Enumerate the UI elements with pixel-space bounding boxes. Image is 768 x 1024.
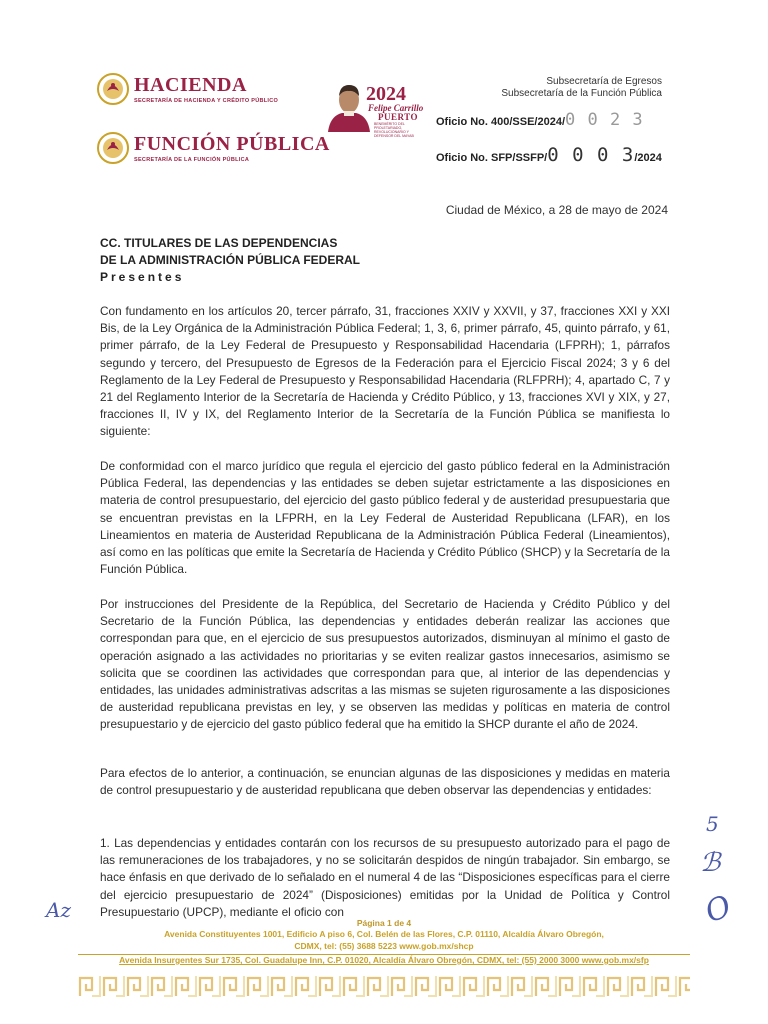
- oficio-number-sfp-suffix: /2024: [634, 152, 662, 164]
- funcion-publica-subtitle: SECRETARÍA DE LA FUNCIÓN PÚBLICA: [134, 156, 250, 163]
- oficio-number-shcp-handwritten: 0 0 2 3: [565, 110, 644, 130]
- year-2024-puerto: PUERTO: [378, 112, 419, 122]
- oficio-number-shcp-prefix: Oficio No. 400/SSE/2024/: [436, 116, 566, 128]
- oficio-number-sfp-handwritten: 0 0 0 3: [547, 144, 635, 166]
- body-paragraph-2: De conformidad con el marco jurídico que regula el ejercicio del gasto público federal en la Administración Pública Federal, las dependencias y las entidades se deben sujetar estrictamente a las disposiciones en materia de control presupuestario, del ejercicio del gasto público federal y de austeridad presupuestaria que se encuentran previstas en la LFPRH, en la Ley Federal de Austeridad Republicana (LFAR), en los Lineamientos en materia de Austeridad Republicana de la Administración Pública Federal (Lineamientos), así como en las políticas que emite la Secretaría de Hacienda y Crédito Público (SHCP) y la Secretaría de la Función Pública.: [100, 459, 670, 577]
- margin-initials: Az: [46, 898, 71, 922]
- oficio-number-shcp: [436, 110, 644, 130]
- oficio-number-sfp-prefix: Oficio No. SFP/SSFP/: [436, 152, 548, 164]
- addressee-presentes: Presentes: [100, 270, 185, 284]
- decorative-greca-band: [78, 972, 690, 1000]
- mexico-eagle-emblem-icon: [96, 72, 130, 106]
- body-paragraph-1: Con fundamento en los artículos 20, tercer párrafo, 31, fracciones XXIV y XXVII, y 37, fracciones XXI y XXI Bis, de la Ley Orgánica de la Administración Pública Federal; 1, 3, 6, primer párrafo, 45, quinto párrafo, y 61, primer párrafo, de la Ley Federal de Presupuesto y Responsabilidad Hacendaria (LFPRH); 1, párrafos segundo y tercero, del Presupuesto de Egresos de la Federación para el Ejercicio Fiscal 2024; 3 y 6 del Reglamento de la Ley Federal de Presupuesto y Responsabilidad Hacendaria (RLFPRH); 4, apartado C, 7 y 21 del Reglamento Interior de la Secretaría de Hacienda y Crédito Público, y 13, fracciones XVI y XIX, y 27, fracciones II, IV y IX, del Reglamento Interior de la Secretaría de la Función Pública se manifiesta lo siguiente:: [100, 304, 670, 439]
- addressee-block: [100, 235, 360, 286]
- year-2024-name: Felipe Carrillo: [368, 103, 424, 113]
- hacienda-logo: [96, 72, 278, 106]
- mexico-eagle-emblem-icon: [96, 131, 130, 165]
- year-2024-caption: BENEMÉRITO DEL PROLETARIADO, REVOLUCIONARIO Y DEFENSOR DEL MAYAB: [374, 122, 414, 138]
- footer-address-sfp: Avenida Insurgentes Sur 1735, Col. Guadalupe Inn, C.P. 01020, Alcaldía Álvaro Obregón, CDMX, tel: (55) 2000 3000 www.gob.mx/sfp: [119, 955, 649, 965]
- subsecretaria-funcion-publica: Subsecretaría de la Función Pública: [501, 88, 662, 99]
- funcion-publica-logo: [96, 131, 330, 165]
- funcion-publica-title: FUNCIÓN PÚBLICA: [134, 132, 330, 155]
- margin-mark-5: 5: [706, 812, 719, 836]
- subsecretaria-egresos: Subsecretaría de Egresos: [546, 76, 662, 87]
- year-2024-number: 2024: [366, 83, 406, 105]
- year-2024-logo: [326, 82, 430, 138]
- addressee-line-2: DE LA ADMINISTRACIÓN PÚBLICA FEDERAL: [100, 253, 360, 267]
- body-paragraph-5: 1. Las dependencias y entidades contarán con los recursos de su presupuesto autorizado para el pago de las remuneraciones de los trabajadores, y no se solicitarán despidos de ningún trabajador. Sin embargo, se hace énfasis en que derivado de lo señalado en el numeral 4 de las “Disposiciones específicas para el cierre del ejercicio presupuestario de 2024” (Disposiciones) emitidas por la Unidad de Política y Control Presupuestario (UPCP), mediante el oficio con: [100, 836, 670, 919]
- document-date: Ciudad de México, a 28 de mayo de 2024: [445, 203, 668, 217]
- oficio-number-sfp: [436, 144, 662, 166]
- footer-address-shcp-2: CDMX, tel: (55) 3688 5223 www.gob.mx/shcp: [294, 941, 474, 951]
- hacienda-title: HACIENDA: [134, 73, 247, 96]
- hacienda-subtitle: SECRETARÍA DE HACIENDA Y CRÉDITO PÚBLICO: [134, 97, 279, 104]
- body-paragraph-4: Para efectos de lo anterior, a continuación, se enuncian algunas de las disposiciones y medidas en materia de control presupuestario y de austeridad republicana que deben observar las dependencias y entidades:: [100, 766, 670, 798]
- margin-mark-initial: ℬ: [700, 848, 721, 878]
- footer-page-number: Página 1 de 4: [356, 918, 412, 928]
- addressee-line-1: CC. TITULARES DE LAS DEPENDENCIAS: [100, 236, 338, 250]
- body-paragraph-3: Por instrucciones del Presidente de la República, del Secretario de Hacienda y Crédito Público y del Secretario de la Función Pública, las dependencias y entidades deberán realizar las acciones que correspondan para que, en el ejercicio de sus presupuestos autorizados, disminuyan al mínimo el gasto de operación asignado a las actividades no prioritarias y se eviten realizar gastos innecesarios, asimismo se solicita que se coordinen las actividades que correspondan para que, al interior de las dependencias y entidades, las unidades administrativas adscritas a las mismas se sujeten rigurosamente a las disposiciones de austeridad republicana previstas en ley, y se observen las medidas y políticas en materia de control presupuestario y de ejercicio del gasto público federal que ha emitido la SHCP durante el año de 2024.: [100, 597, 670, 732]
- footer-address-shcp-1: Avenida Constituyentes 1001, Edificio A piso 6, Col. Belén de las Flores, C.P. 01110, Alcaldía Álvaro Obregón,: [164, 929, 604, 939]
- margin-mark-o: O: [700, 888, 736, 931]
